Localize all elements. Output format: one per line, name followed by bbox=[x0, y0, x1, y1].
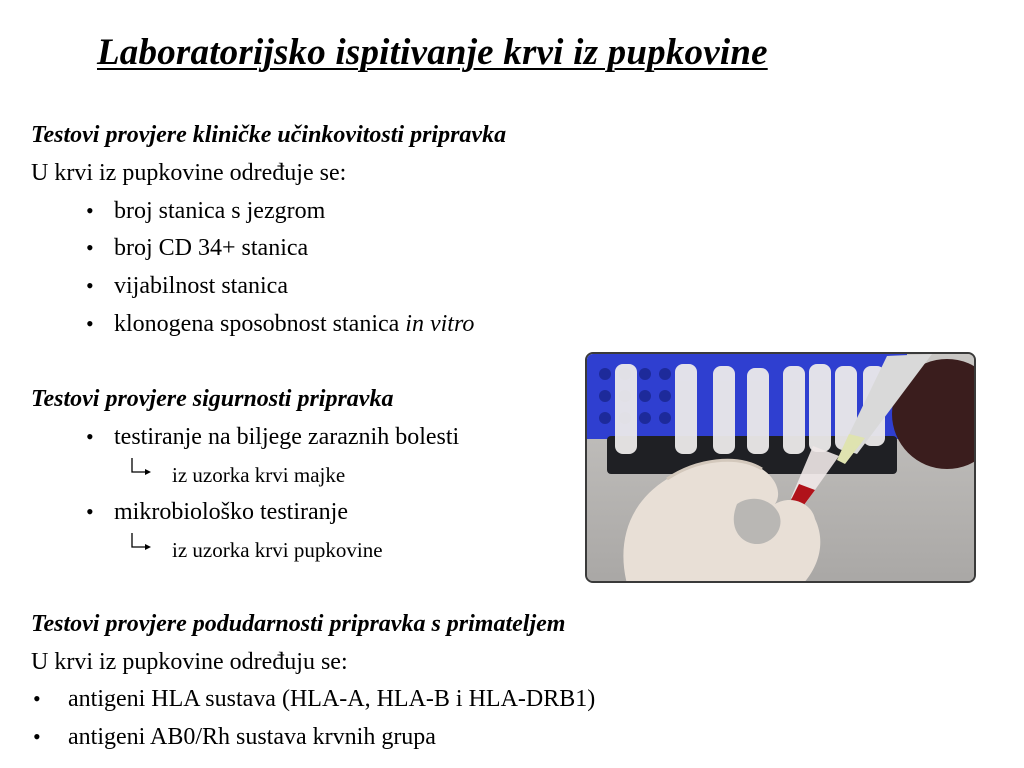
bullet-icon: • bbox=[33, 724, 41, 749]
list-item: antigeni HLA sustava (HLA-A, HLA-B i HLA-DRB1) bbox=[68, 686, 596, 712]
lab-photo bbox=[585, 352, 976, 583]
list-item-text: klonogena sposobnost stanica bbox=[114, 311, 406, 337]
list-item: mikrobiološko testiranje bbox=[114, 499, 348, 525]
list-item: broj stanica s jezgrom bbox=[114, 198, 326, 224]
section-heading-clinical: Testovi provjere kliničke učinkovitosti pripravka bbox=[31, 122, 507, 148]
cord-blood-sample-image bbox=[587, 354, 976, 583]
sub-arrow-icon bbox=[130, 533, 152, 551]
bullet-icon: • bbox=[86, 424, 94, 449]
bullet-icon: • bbox=[86, 235, 94, 260]
list-item-italic: in vitro bbox=[405, 311, 475, 337]
section-heading-compatibility: Testovi provjere podudarnosti pripravka s primateljem bbox=[31, 611, 566, 637]
bullet-icon: • bbox=[86, 311, 94, 336]
list-item bbox=[114, 309, 474, 339]
bullet-icon: • bbox=[86, 499, 94, 524]
sub-item: iz uzorka krvi pupkovine bbox=[172, 538, 383, 562]
sub-item: iz uzorka krvi majke bbox=[172, 463, 346, 487]
list-item: vijabilnost stanica bbox=[114, 273, 288, 299]
sub-arrow-icon bbox=[130, 458, 152, 476]
list-item: broj CD 34+ stanica bbox=[114, 235, 309, 261]
section-intro-compatibility: U krvi iz pupkovine određuju se: bbox=[31, 649, 348, 675]
bullet-icon: • bbox=[86, 198, 94, 223]
section-intro-clinical: U krvi iz pupkovine određuje se: bbox=[31, 160, 347, 186]
slide-title: Laboratorijsko ispitivanje krvi iz pupkovine bbox=[97, 32, 768, 73]
list-item: testiranje na biljege zaraznih bolesti bbox=[114, 424, 460, 450]
list-item: antigeni AB0/Rh sustava krvnih grupa bbox=[68, 724, 436, 750]
section-heading-safety: Testovi provjere sigurnosti pripravka bbox=[31, 386, 394, 412]
bullet-icon: • bbox=[86, 273, 94, 298]
bullet-icon: • bbox=[33, 686, 41, 711]
